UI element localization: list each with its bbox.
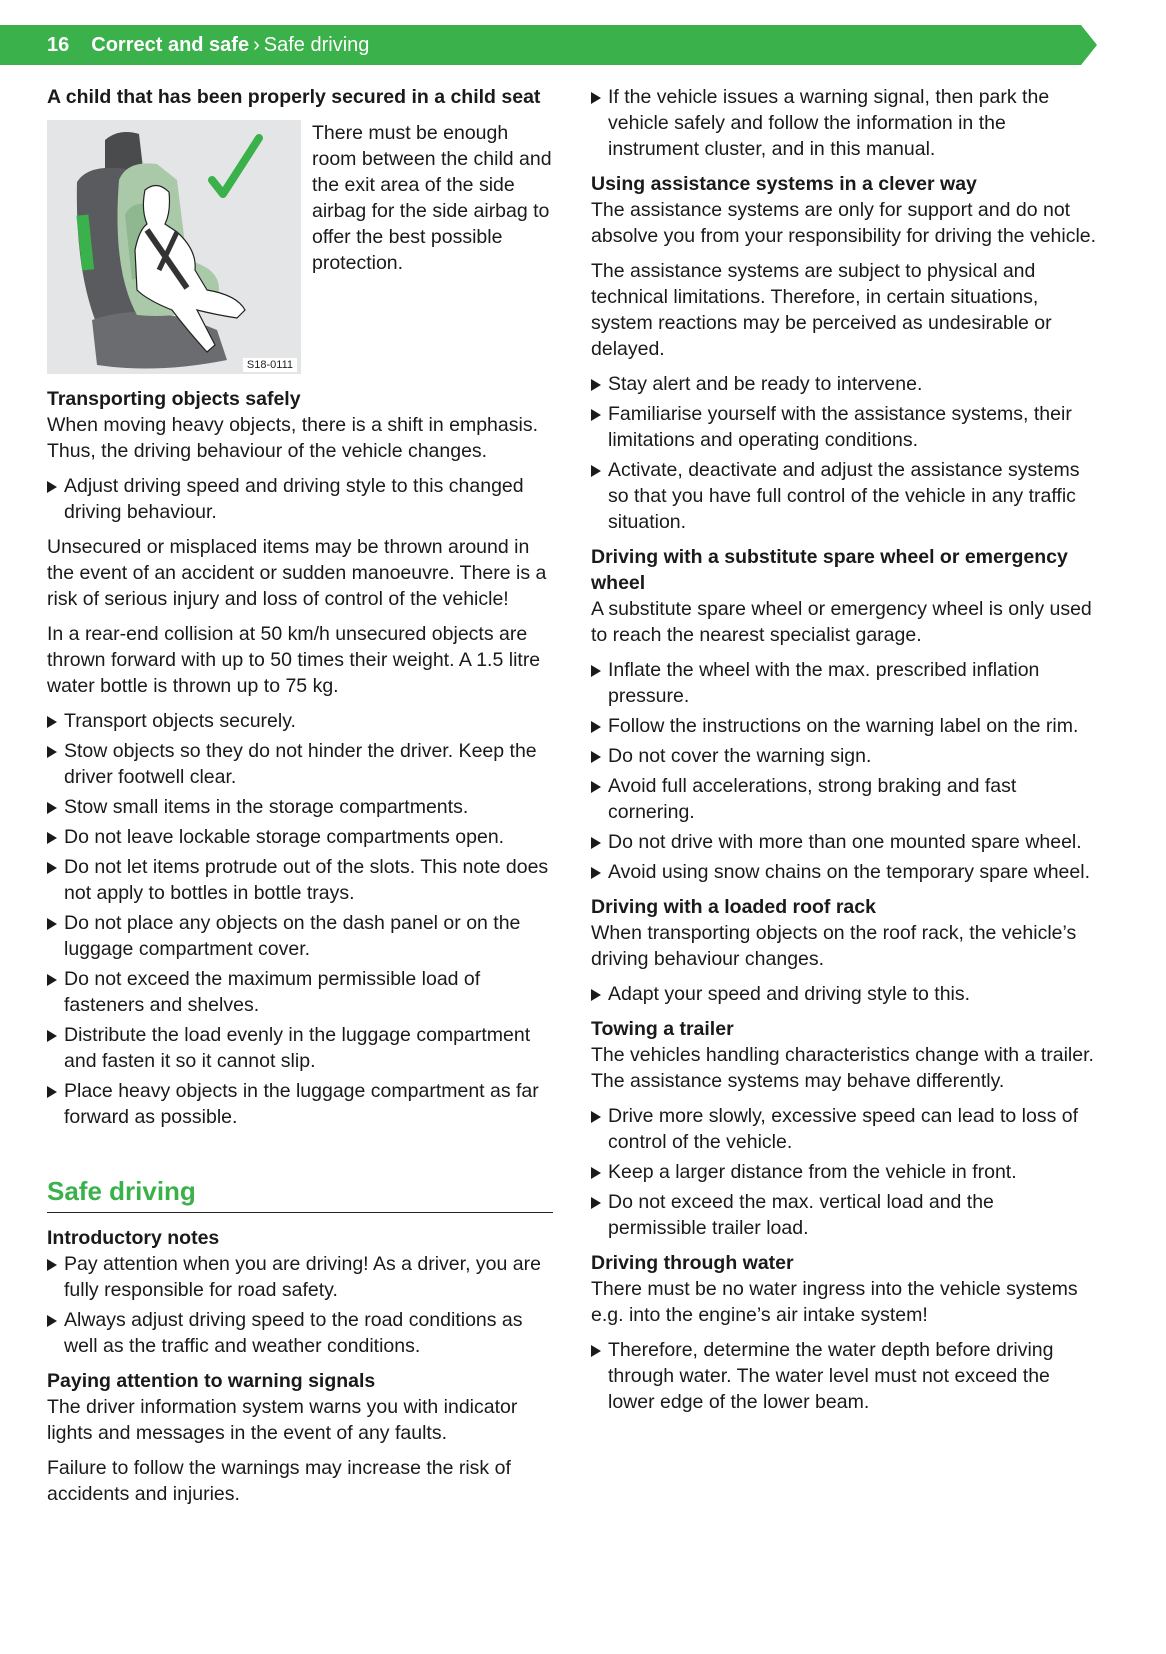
roof-p1: When transporting objects on the roof rack, the vehicle’s driving behaviour changes. <box>591 922 1077 970</box>
bullet-triangle-icon <box>591 92 601 104</box>
list-item: Activate, deactivate and adjust the assistance systems so that you have full control of the vehicle in any traffic situation. <box>591 457 1097 535</box>
intro-bullets <box>47 1251 553 1359</box>
list-item: Distribute the load evenly in the luggage compartment and fasten it so it cannot slip. <box>47 1022 553 1074</box>
transporting-bullets-1 <box>47 473 553 525</box>
bullet-triangle-icon <box>47 1259 57 1271</box>
list-item: Do not drive with more than one mounted spare wheel. <box>591 829 1097 855</box>
trailer-heading: Towing a trailer <box>591 1018 734 1040</box>
left-column <box>47 84 553 1516</box>
warning-heading: Paying attention to warning signals <box>47 1370 376 1392</box>
water-p1: There must be no water ingress into the vehicle systems e.g. into the engine’s air intake system! <box>591 1278 1078 1326</box>
roof-bullets <box>591 981 1097 1007</box>
section-title-safe-driving: Safe driving <box>47 1174 553 1213</box>
transporting-p3: In a rear-end collision at 50 km/h unsecured objects are thrown forward with up to 50 times their weight. A 1.5 litre water bottle is thrown up to 75 kg. <box>47 623 541 697</box>
child-seat-figure-row <box>47 120 553 374</box>
list-item: Do not let items protrude out of the slots. This note does not apply to bottles in bottle trays. <box>47 854 553 906</box>
child-seat-text-wrap <box>312 120 553 374</box>
bullet-triangle-icon <box>591 465 601 477</box>
right-column <box>591 84 1097 1424</box>
bullet-triangle-icon <box>591 837 601 849</box>
bullet-triangle-icon <box>591 1111 601 1123</box>
list-item: Adjust driving speed and driving style to this changed driving behaviour. <box>47 473 553 525</box>
water-heading: Driving through water <box>591 1252 794 1274</box>
assist-p2: The assistance systems are subject to physical and technical limitations. Therefore, in certain situations, system reactions may be perceived as undesirable or delayed. <box>591 260 1052 360</box>
water-bullets <box>591 1337 1097 1415</box>
trailer-bullets <box>591 1103 1097 1241</box>
child-seat-heading: A child that has been properly secured in a child seat <box>47 86 541 108</box>
checkmark-icon <box>212 138 259 194</box>
list-item: Always adjust driving speed to the road conditions as well as the traffic and weather conditions. <box>47 1307 553 1359</box>
warning-bullets <box>591 84 1097 162</box>
list-item: Do not place any objects on the dash panel or on the luggage compartment cover. <box>47 910 553 962</box>
list-item: Do not exceed the maximum permissible load of fasteners and shelves. <box>47 966 553 1018</box>
spare-heading: Driving with a substitute spare wheel or emergency wheel <box>591 546 1068 594</box>
transporting-heading: Transporting objects safely <box>47 388 301 410</box>
warning-p2: Failure to follow the warnings may increase the risk of accidents and injuries. <box>47 1457 511 1505</box>
transporting-bullets-2 <box>47 708 553 1130</box>
child-seat-illustration <box>47 120 301 374</box>
list-item: Do not exceed the max. vertical load and the permissible trailer load. <box>591 1189 1097 1241</box>
breadcrumb-chapter[interactable]: Correct and safe <box>91 34 250 56</box>
assist-heading: Using assistance systems in a clever way <box>591 173 977 195</box>
list-item: Do not cover the warning sign. <box>591 743 1097 769</box>
intro-heading: Introductory notes <box>47 1227 220 1249</box>
list-item: Stow objects so they do not hinder the driver. Keep the driver footwell clear. <box>47 738 553 790</box>
bullet-triangle-icon <box>591 1167 601 1179</box>
warning-p1: The driver information system warns you with indicator lights and messages in the event of any faults. <box>47 1396 518 1444</box>
bullet-triangle-icon <box>591 409 601 421</box>
transporting-p1: When moving heavy objects, there is a shift in emphasis. Thus, the driving behaviour of the vehicle changes. <box>47 414 538 462</box>
bullet-triangle-icon <box>591 1197 601 1209</box>
bullet-triangle-icon <box>591 379 601 391</box>
bullet-triangle-icon <box>591 867 601 879</box>
list-item: Follow the instructions on the warning label on the rim. <box>591 713 1097 739</box>
figure-id: S18-0111 <box>243 358 297 372</box>
list-item: Do not leave lockable storage compartments open. <box>47 824 553 850</box>
bullet-triangle-icon <box>47 481 57 493</box>
bullet-triangle-icon <box>591 665 601 677</box>
bullet-triangle-icon <box>47 716 57 728</box>
assist-p1: The assistance systems are only for support and do not absolve you from your responsibility for driving the vehicle. <box>591 199 1097 247</box>
list-item: Adapt your speed and driving style to this. <box>591 981 1097 1007</box>
bullet-triangle-icon <box>47 918 57 930</box>
child-seat-drawing <box>47 120 301 374</box>
bullet-triangle-icon <box>591 1345 601 1357</box>
child-seat-text: There must be enough room between the child and the exit area of the side airbag for the side airbag to offer the best possible protection. <box>312 122 552 274</box>
bullet-triangle-icon <box>591 989 601 1001</box>
bullet-triangle-icon <box>47 746 57 758</box>
list-item: Drive more slowly, excessive speed can lead to loss of control of the vehicle. <box>591 1103 1097 1155</box>
bullet-triangle-icon <box>47 1030 57 1042</box>
bullet-triangle-icon <box>591 751 601 763</box>
list-item: If the vehicle issues a warning signal, then park the vehicle safely and follow the information in the instrument cluster, and in this manual. <box>591 84 1097 162</box>
list-item: Place heavy objects in the luggage compartment as far forward as possible. <box>47 1078 553 1130</box>
page-number: 16 <box>47 34 70 56</box>
spare-p1: A substitute spare wheel or emergency wheel is only used to reach the nearest specialist garage. <box>591 598 1092 646</box>
bullet-triangle-icon <box>47 862 57 874</box>
spare-bullets <box>591 657 1097 885</box>
list-item: Pay attention when you are driving! As a driver, you are fully responsible for road safety. <box>47 1251 553 1303</box>
bullet-triangle-icon <box>591 721 601 733</box>
list-item: Therefore, determine the water depth before driving through water. The water level must not exceed the lower edge of the lower beam. <box>591 1337 1097 1415</box>
bullet-triangle-icon <box>47 974 57 986</box>
bullet-triangle-icon <box>591 781 601 793</box>
bullet-triangle-icon <box>47 802 57 814</box>
list-item: Stow small items in the storage compartments. <box>47 794 553 820</box>
transporting-p2: Unsecured or misplaced items may be thrown around in the event of an accident or sudden manoeuvre. There is a risk of serious injury and loss of control of the vehicle! <box>47 536 547 610</box>
list-item: Transport objects securely. <box>47 708 553 734</box>
list-item: Familiarise yourself with the assistance systems, their limitations and operating conditions. <box>591 401 1097 453</box>
list-item: Avoid using snow chains on the temporary spare wheel. <box>591 859 1097 885</box>
breadcrumb-section: Safe driving <box>263 34 370 56</box>
list-item: Avoid full accelerations, strong braking and fast cornering. <box>591 773 1097 825</box>
list-item: Inflate the wheel with the max. prescribed inflation pressure. <box>591 657 1097 709</box>
assist-bullets <box>591 371 1097 535</box>
trailer-p1: The vehicles handling characteristics change with a trailer. The assistance systems may behave differently. <box>591 1044 1094 1092</box>
bullet-triangle-icon <box>47 832 57 844</box>
breadcrumb <box>47 25 369 65</box>
list-item: Stay alert and be ready to intervene. <box>591 371 1097 397</box>
roof-heading: Driving with a loaded roof rack <box>591 896 876 918</box>
bullet-triangle-icon <box>47 1086 57 1098</box>
bullet-triangle-icon <box>47 1315 57 1327</box>
list-item: Keep a larger distance from the vehicle in front. <box>591 1159 1097 1185</box>
breadcrumb-separator: › <box>253 34 260 56</box>
